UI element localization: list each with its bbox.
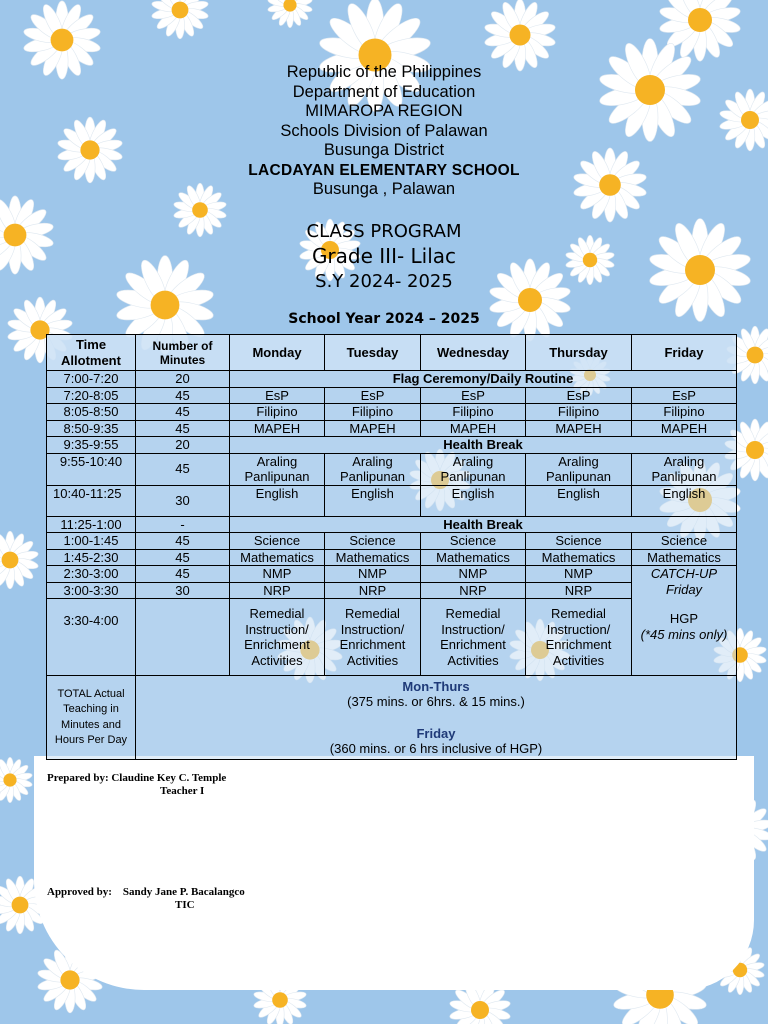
subject-cell: MAPEH [230, 420, 325, 437]
catch-up-friday-label: Friday [665, 581, 703, 597]
subject-cell: MAPEH [632, 420, 737, 437]
mon-thurs-total: (375 mins. or 6hrs. & 15 mins.) [347, 694, 525, 709]
table-header-row [47, 335, 737, 371]
minutes-cell: 30 [136, 485, 230, 516]
daisy-icon [0, 757, 33, 802]
col-number-of-minutes: Number of Minutes [136, 335, 230, 371]
subject-cell: Remedial Instruction/ Enrichment Activities [325, 599, 421, 676]
col-friday: Friday [632, 335, 737, 371]
minutes-cell [136, 599, 230, 676]
mon-thurs-heading: Mon-Thurs [402, 678, 470, 694]
subject-cell: Mathematics [230, 549, 325, 566]
minutes-cell: 45 [136, 404, 230, 421]
time-cell: 9:35-9:55 [47, 437, 136, 454]
subject-cell: Filipino [632, 404, 737, 421]
class-program-title [0, 220, 768, 294]
header-department: Department of Education [292, 82, 476, 101]
time-cell: 8:05-8:50 [47, 404, 136, 421]
title-grade-section: Grade III- Lilac [311, 244, 457, 268]
subject-cell: NRP [526, 582, 632, 599]
subject-cell: NMP [325, 566, 421, 583]
friday-heading: Friday [416, 725, 456, 741]
subject-cell: Filipino [526, 404, 632, 421]
minutes-cell: - [136, 516, 230, 533]
lunch-break-cell: Health Break [230, 516, 737, 533]
minutes-cell: 45 [136, 453, 230, 485]
subject-cell: Science [632, 533, 737, 550]
header-republic: Republic of the Philippines [286, 63, 482, 81]
total-summary-cell [136, 676, 737, 760]
subject-cell: Araling Panlipunan [421, 453, 526, 485]
subject-cell: MAPEH [325, 420, 421, 437]
minutes-cell: 45 [136, 566, 230, 583]
subject-cell: Mathematics [325, 549, 421, 566]
subject-cell: Araling Panlipunan [325, 453, 421, 485]
time-cell: 7:20-8:05 [47, 387, 136, 404]
subject-cell: NRP [325, 582, 421, 599]
subject-cell: EsP [632, 387, 737, 404]
time-cell: 1:45-2:30 [47, 549, 136, 566]
table-row [47, 404, 737, 421]
title-class-program: CLASS PROGRAM [306, 221, 462, 242]
col-time-allotment: Time Allotment [47, 335, 136, 371]
daisy-icon [151, 0, 209, 39]
daisy-icon [0, 531, 39, 589]
friday-total: (360 mins. or 6 hrs inclusive of HGP) [329, 741, 543, 756]
time-cell: 8:50-9:35 [47, 420, 136, 437]
daisy-icon [267, 0, 313, 28]
subject-cell: Mathematics [526, 549, 632, 566]
prepared-by-label: Prepared by: Claudine Key C. Temple [47, 772, 227, 784]
subject-cell: English [421, 485, 526, 516]
approved-by-title: TIC [175, 899, 195, 911]
header-region: MIMAROPA REGION [305, 102, 463, 120]
subject-cell: EsP [526, 387, 632, 404]
time-cell: 9:55-10:40 [47, 453, 136, 485]
time-cell: 3:30-4:00 [47, 599, 136, 676]
subject-cell: EsP [325, 387, 421, 404]
subject-cell: Science [421, 533, 526, 550]
table-row [47, 549, 737, 566]
table-row [47, 516, 737, 533]
minutes-cell: 45 [136, 420, 230, 437]
subject-cell: Science [230, 533, 325, 550]
subject-cell: Filipino [325, 404, 421, 421]
subject-cell: Remedial Instruction/ Enrichment Activities [230, 599, 325, 676]
minutes-cell: 20 [136, 371, 230, 388]
subject-cell: MAPEH [526, 420, 632, 437]
time-cell: 10:40-11:25 [47, 485, 136, 516]
time-cell: 3:00-3:30 [47, 582, 136, 599]
subject-cell: Filipino [421, 404, 526, 421]
minutes-cell: 45 [136, 549, 230, 566]
class-schedule-table [46, 334, 737, 760]
table-row [47, 437, 737, 454]
time-cell: 11:25-1:00 [47, 516, 136, 533]
subject-cell: MAPEH [421, 420, 526, 437]
minutes-cell: 45 [136, 533, 230, 550]
friday-catch-up-cell [632, 566, 737, 676]
subject-cell: Remedial Instruction/ Enrichment Activities [421, 599, 526, 676]
total-row [47, 676, 737, 760]
subject-cell: NMP [230, 566, 325, 583]
subject-cell: EsP [421, 387, 526, 404]
subject-cell: English [632, 485, 737, 516]
subject-cell: Mathematics [421, 549, 526, 566]
header-district: Busunga District [323, 141, 445, 159]
table-row [47, 387, 737, 404]
title-school-year: S.Y 2024- 2025 [315, 271, 453, 292]
table-row [47, 420, 737, 437]
header-division: Schools Division of Palawan [280, 121, 488, 140]
header-school-name: LACDAYAN ELEMENTARY SCHOOL [248, 161, 520, 179]
subject-cell: Science [325, 533, 421, 550]
subject-cell: NMP [421, 566, 526, 583]
table-row [47, 566, 737, 583]
header-address: Busunga , Palawan [312, 180, 456, 198]
catch-up-label: CATCH-UP [650, 566, 718, 581]
subject-cell: Araling Panlipunan [526, 453, 632, 485]
subject-cell: EsP [230, 387, 325, 404]
table-row [47, 485, 737, 516]
subject-cell: Mathematics [632, 549, 737, 566]
col-wednesday: Wednesday [421, 335, 526, 371]
prepared-by-title: Teacher I [160, 785, 205, 797]
table-row [47, 371, 737, 388]
subject-cell: NMP [526, 566, 632, 583]
time-cell: 1:00-1:45 [47, 533, 136, 550]
school-year-caption: School Year 2024 – 2025 [288, 311, 480, 327]
flag-ceremony-cell: Flag Ceremony/Daily Routine [230, 371, 737, 388]
minutes-cell: 30 [136, 582, 230, 599]
total-label-cell: TOTAL Actual Teaching in Minutes and Hours Per Day [47, 676, 136, 760]
health-break-cell: Health Break [230, 437, 737, 454]
col-thursday: Thursday [526, 335, 632, 371]
table-row [47, 453, 737, 485]
subject-cell: Araling Panlipunan [632, 453, 737, 485]
time-cell: 7:00-7:20 [47, 371, 136, 388]
subject-cell: Filipino [230, 404, 325, 421]
hgp-note: (*45 mins only) [640, 626, 728, 642]
col-tuesday: Tuesday [325, 335, 421, 371]
signature-panel [34, 756, 754, 990]
col-monday: Monday [230, 335, 325, 371]
approved-by-label: Approved by: Sandy Jane P. Bacalangco [47, 886, 245, 898]
minutes-cell: 45 [136, 387, 230, 404]
subject-cell: English [526, 485, 632, 516]
subject-cell: Science [526, 533, 632, 550]
hgp-label: HGP [669, 611, 699, 626]
time-cell: 2:30-3:00 [47, 566, 136, 583]
subject-cell: Araling Panlipunan [230, 453, 325, 485]
subject-cell: English [325, 485, 421, 516]
daisy-icon [484, 0, 557, 71]
subject-cell: NRP [230, 582, 325, 599]
school-header [0, 63, 768, 200]
subject-cell: NRP [421, 582, 526, 599]
subject-cell: English [230, 485, 325, 516]
minutes-cell: 20 [136, 437, 230, 454]
subject-cell: Remedial Instruction/ Enrichment Activities [526, 599, 632, 676]
table-row [47, 533, 737, 550]
